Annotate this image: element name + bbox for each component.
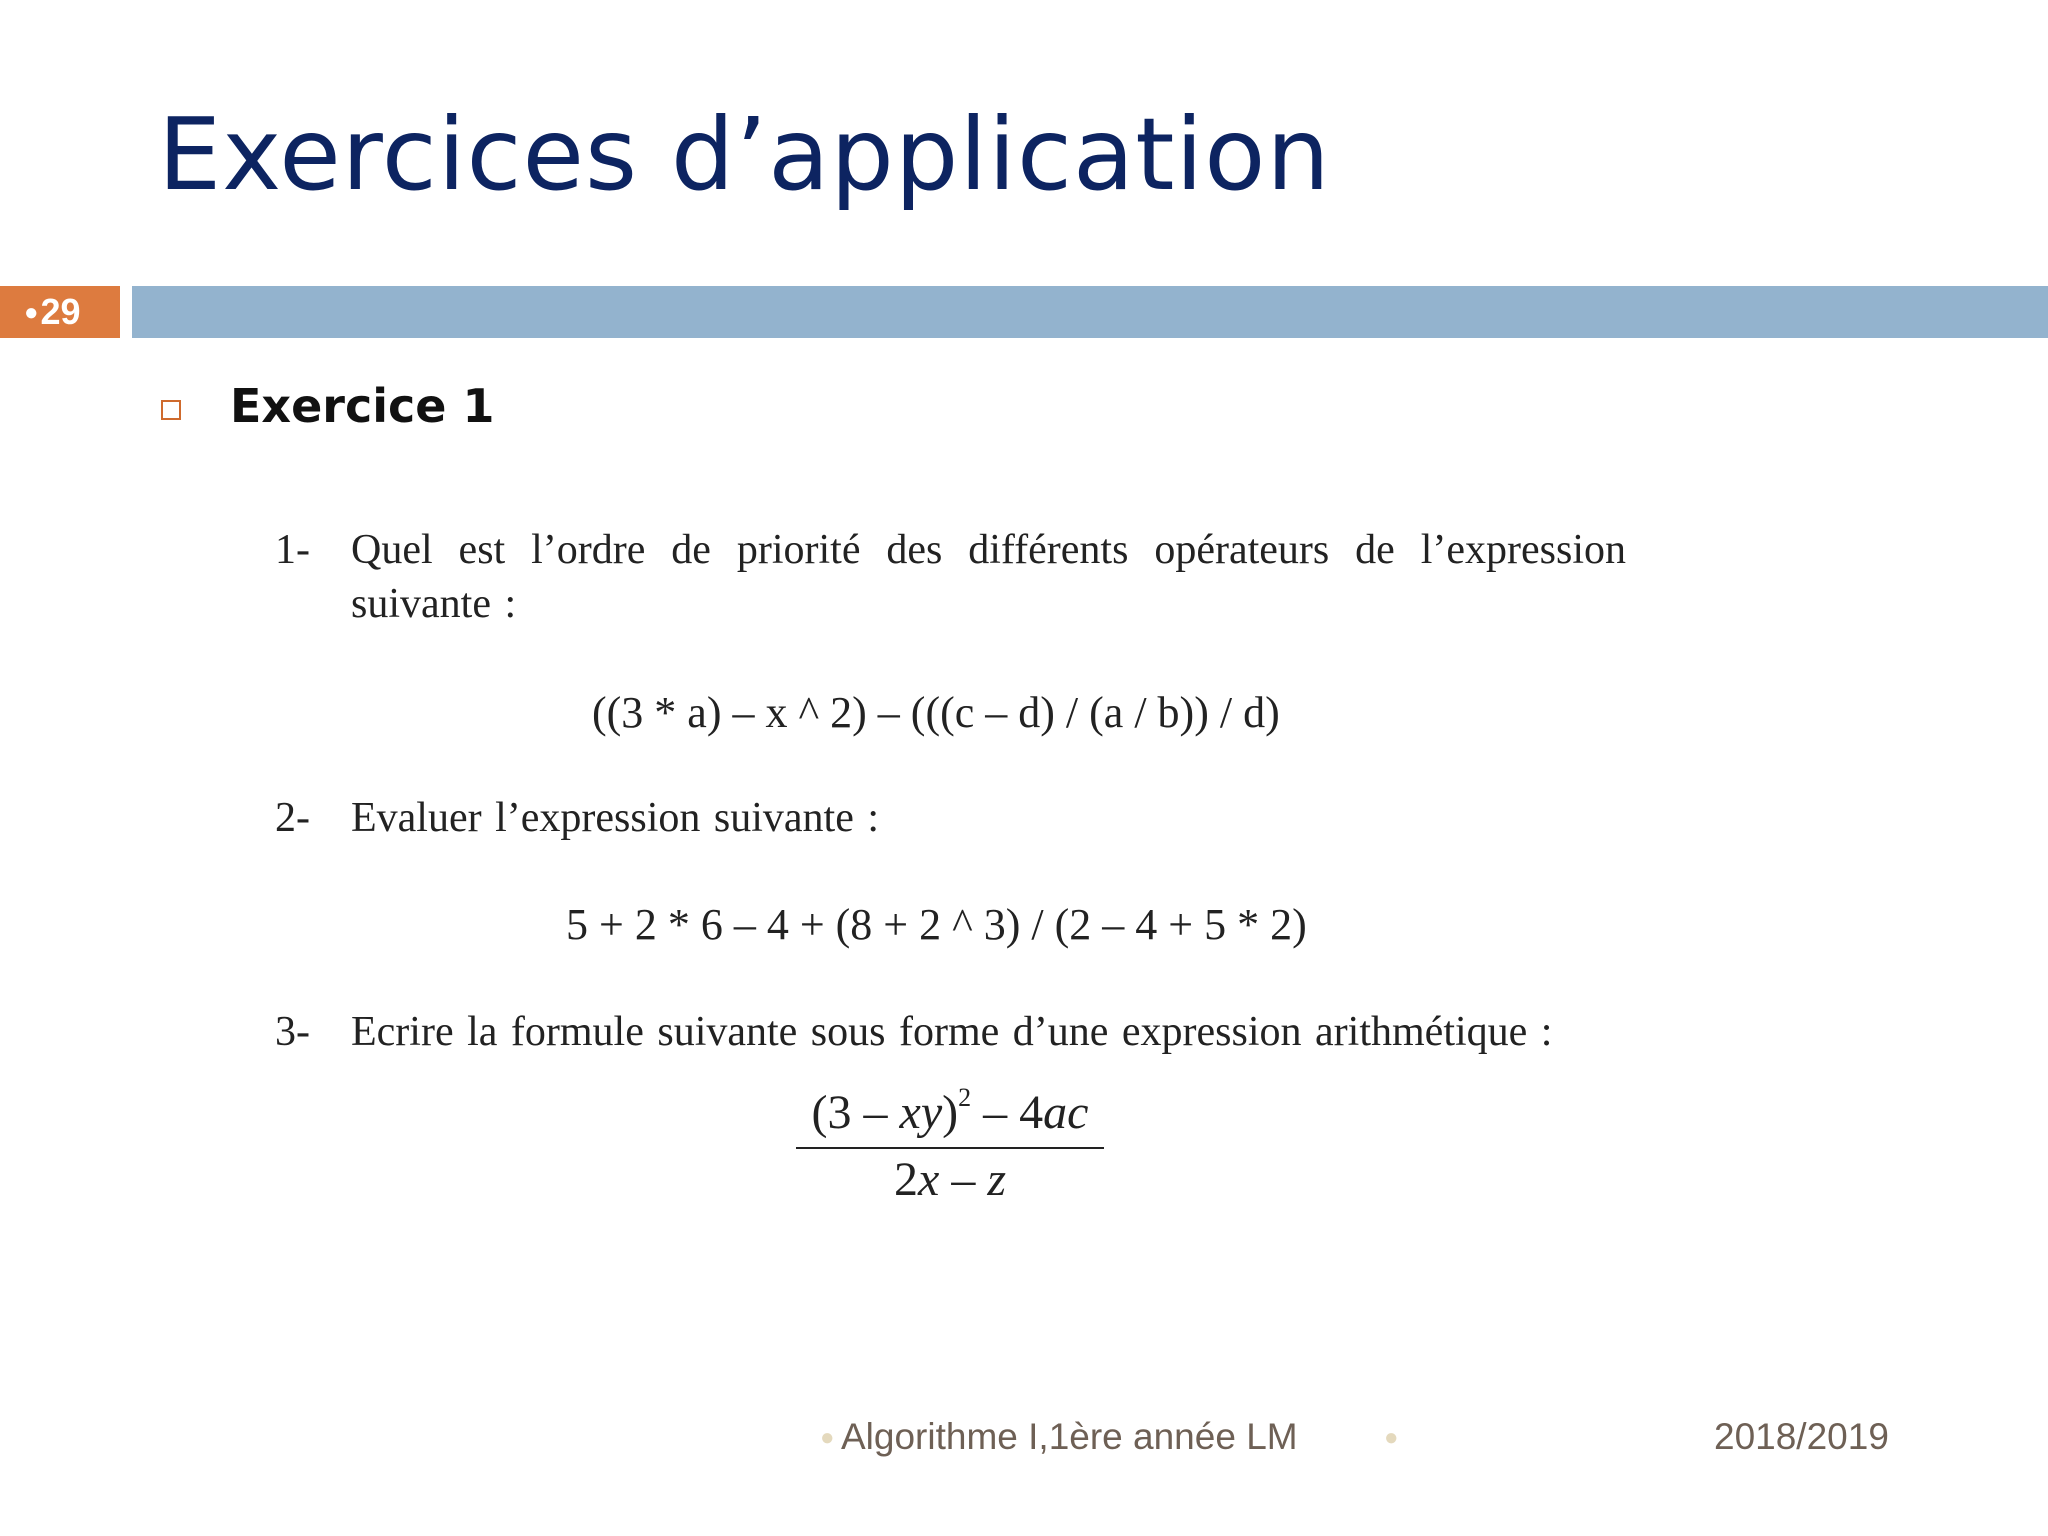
formula-numerator <box>796 1068 1104 1149</box>
footer-bullet-icon: ● <box>1384 1424 1399 1451</box>
formula-numerator-var: xy <box>899 1086 943 1139</box>
formula-denominator <box>796 1149 1104 1211</box>
question-1-expression: ((3 * a) – x ^ 2) – (((c – d) / (a / b)) / d) <box>592 688 1280 737</box>
question-2-text: Evaluer l’expression suivante : <box>351 795 880 841</box>
formula-numerator-open: (3 – <box>811 1086 900 1139</box>
question-3-text: Ecrire la formule suivante sous forme d’une expression arithmétique : <box>351 1009 1553 1055</box>
header-band <box>132 286 2048 338</box>
formula-denominator-op: – <box>939 1153 988 1206</box>
question-1-text: Quel est l’ordre de priorité des différents opérateurs de l’expression suivante : <box>351 527 1626 627</box>
question-3-formula <box>796 1068 1104 1211</box>
formula-denominator-coef: 2 <box>894 1153 918 1206</box>
footer-bullet-icon: ● <box>820 1424 835 1451</box>
formula-denominator-var1: x <box>918 1153 940 1206</box>
question-1-number: 1- <box>275 527 310 573</box>
question-2-expression: 5 + 2 * 6 – 4 + (8 + 2 ^ 3) / (2 – 4 + 5 * 2) <box>566 900 1307 949</box>
page-bullet-icon: ● <box>24 299 39 326</box>
page-number: 29 <box>40 291 81 332</box>
slide-title: Exercices d’application <box>158 96 1331 213</box>
formula-numerator-tail-var: ac <box>1043 1086 1089 1139</box>
square-bullet-icon <box>161 400 181 420</box>
question-2-number: 2- <box>275 795 310 841</box>
formula-numerator-close: ) <box>942 1086 959 1139</box>
page-number-badge <box>0 286 120 338</box>
formula-exponent: 2 <box>958 1083 972 1112</box>
question-3-number: 3- <box>275 1009 310 1055</box>
formula-denominator-var2: z <box>987 1153 1006 1206</box>
footer-year: 2018/2019 <box>1714 1416 1889 1457</box>
formula-numerator-tail-op: – 4 <box>971 1086 1044 1139</box>
footer-course: Algorithme I,1ère année LM <box>841 1416 1298 1457</box>
exercise-heading: Exercice 1 <box>230 379 495 433</box>
